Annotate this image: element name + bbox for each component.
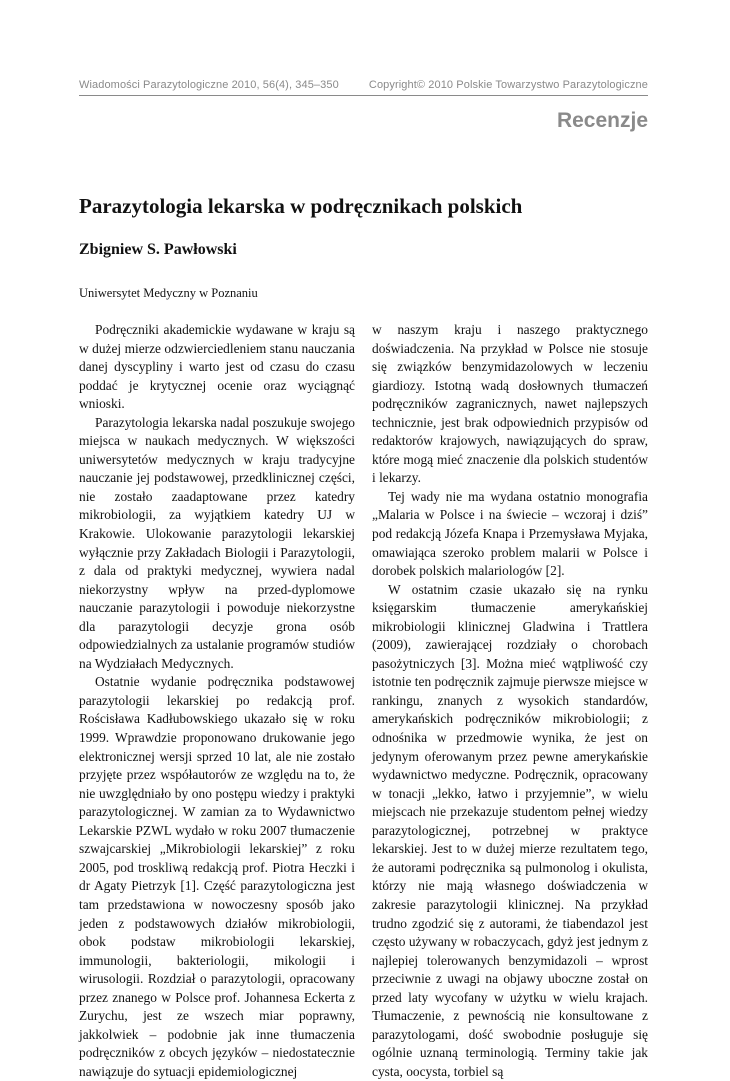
paragraph: Parazytologia lekarska nadal poszukuje swojego miejsca w naukach medycznych. W większości uniwersytetów medycznych w kraju tradycyjne nauczanie jej podstawowej, przedklinicznej części, nie zostało zaadaptowane przez katedry mikrobiologii, za wyjątkiem katedry UJ w Krakowie. Ulokowanie parazytologii lekarskiej wyłącznie przy Zakładach Biologii i Parazytologii, z dala od praktyki medycznej, wywiera nadal niekorzystny wpływ na przed-dyplomowe nauczanie parazytologii i powoduje niekorzystne dla parazytologii decyzje grona osób odpowiedzialnych za ustalanie programów studiów na Wydziałach Medycznych. bbox=[79, 414, 355, 671]
header-rule bbox=[79, 95, 648, 96]
journal-citation: Wiadomości Parazytologiczne 2010, 56(4), 345–350 bbox=[79, 79, 339, 91]
paragraph: Tej wady nie ma wydana ostatnio monografia „Malaria w Polsce i na świecie – wczoraj i dziś” pod redakcją Józefa Knapa i Przemysława Myjaka, omawiająca szeroko problem malarii w Polsce i dorobek polskich malariologów [2]. bbox=[372, 488, 648, 579]
paragraph-continuation: w naszym kraju i naszego praktycznego doświadczenia. Na przykład w Polsce nie stosuje się związków benzymidazolowych w leczeniu giardiozy. Istotną wadą dosłownych tłumaczeń podręczników zagranicznych, nawet najlepszych technicznie, jest brak odpowiednich przypisów od redaktorów krajowych, nawiązujących do spraw, które mogą mieć znaczenie dla polskich studentów i lekarzy. bbox=[372, 322, 648, 486]
section-label: Recenzje bbox=[556, 109, 648, 132]
author-name: Zbigniew S. Pawłowski bbox=[79, 241, 237, 258]
right-column bbox=[372, 321, 648, 1081]
running-header bbox=[79, 79, 648, 91]
copyright-notice: Copyright© 2010 Polskie Towarzystwo Parazytologiczne bbox=[368, 79, 648, 91]
paragraph: W ostatnim czasie ukazało się na rynku księgarskim tłumaczenie amerykańskiej mikrobiologii klinicznej Gladwina i Trattlera (2009), zawierającej rozdziały o chorobach pasożytniczych [3]. Można mieć wątpliwość czy istotnie ten podręcznik zajmuje pierwsze miejsce w rankingu, znanych z wysokich standardów, amerykańskich podręczników mikrobiologii; z odnośnika w przedmowie wynika, że jest on jedynym oferowanym przez pewne amerykańskie wydawnictwo medyczne. Podręcznik, opracowany w tonacji „lekko, łatwo i przyjemnie”, w wielu miejscach nie przekazuje studentom pełnej wiedzy parazytologicznej, potrzebnej w praktyce lekarskiej. Jest to w dużej mierze rezultatem tego, że autorami podręcznika są pulmonolog i okulista, którzy nie mają własnego doświadczenia w zakresie parazytologii klinicznej. Na przykład trudno zgodzić się z autorami, że tiabendazol jest często używany w robaczycach, gdyż jest jednym z najlepiej tolerowanych benzymidazoli – wprost przeciwnie z uwagi na objawy uboczne został on przed laty wycofany w użytku w wielu krajach. Tłumaczenie, z pewnością nie konsultowane z parazytologami, dość swobodnie posługuje się ogólnie uznaną terminologią. Terminy takie jak cysta, oocysta, torbiel są bbox=[372, 581, 648, 1079]
author-affiliation: Uniwersytet Medyczny w Poznaniu bbox=[79, 286, 258, 300]
article-title: Parazytologia lekarska w podręcznikach polskich bbox=[79, 194, 523, 218]
paragraph: Podręczniki akademickie wydawane w kraju są w dużej mierze odzwierciedleniem stanu nauczania danej dyscypliny i warto jest od czasu do czasu poddać je krytycznej ocenie oraz wyciągnąć wnioski. bbox=[79, 322, 355, 412]
paragraph: Ostatnie wydanie podręcznika podstawowej parazytologii lekarskiej po redakcją prof. Rościsława Kadłubowskiego ukazało się w roku 1999. Wprawdzie proponowano drukowanie jego elektronicznej wersji sprzed 10 lat, ale nie zostało przyjęte przez współautorów ze względu na to, że nie uwzględniało by ono postępu wiedzy i praktyki parazytologicznej. W zamian za to Wydawnictwo Lekarskie PZWL wydało w roku 2007 tłumaczenie szwajcarskiej „Mikrobiologii lekarskiej” z roku 2005, pod troskliwą redakcją prof. Piotra Heczki i dr Agaty Pietrzyk [1]. Część parazytologiczna jest tam przedstawiona w nowoczesny sposób jako jeden z podstawowych działów mikrobiologii, obok podstaw mikrobiologii lekarskiej, immunologii, bakteriologii, mikologii i wirusologii. Rozdział o parazytologii, opracowany przez znanego w Polsce prof. Johannesa Eckerta z Zurychu, jest ze wszech miar poprawny, jakkolwiek – podobnie jak inne tłumaczenia podręczników z obcych języków – niedostatecznie nawiązuje do sytuacji epidemiologicznej bbox=[79, 674, 355, 1079]
left-column bbox=[79, 321, 355, 1081]
